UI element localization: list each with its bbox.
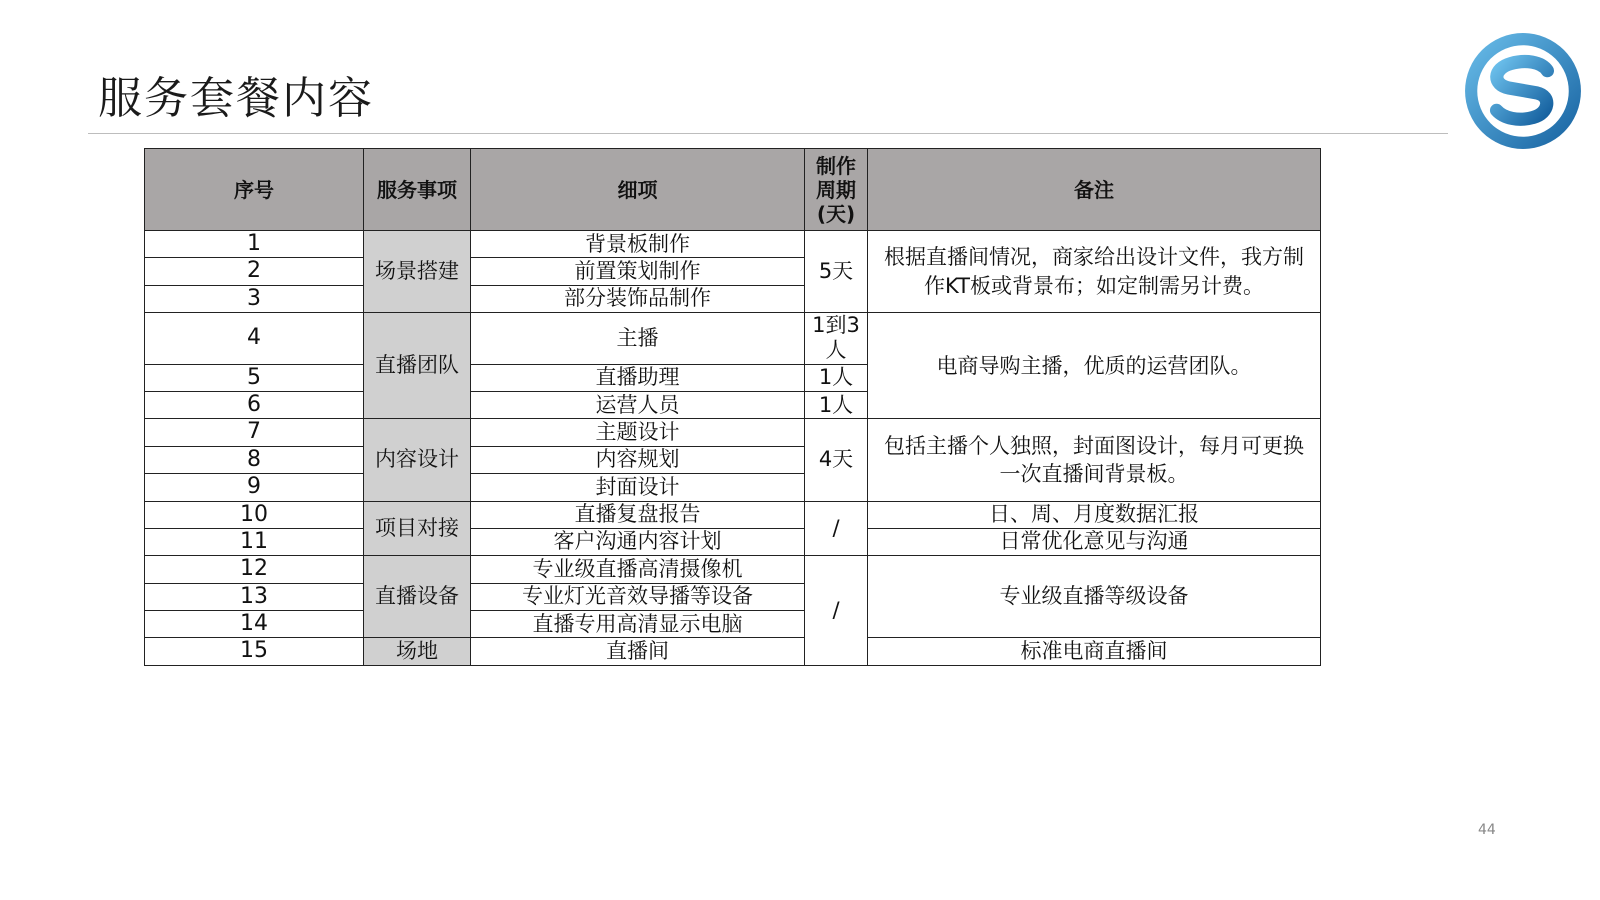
category-cell: 直播团队 [364, 313, 471, 419]
row-index: 13 [145, 583, 364, 610]
cycle-cell: / [805, 556, 868, 666]
header-item: 细项 [471, 149, 805, 231]
cycle-cell: 1人 [805, 391, 868, 418]
category-cell: 场景搭建 [364, 231, 471, 313]
cycle-cell: 4天 [805, 419, 868, 501]
item-cell: 部分装饰品制作 [471, 285, 805, 312]
note-cell: 根据直播间情况，商家给出设计文件，我方制作KT板或背景布；如定制需另计费。 [868, 231, 1321, 313]
item-cell: 专业灯光音效导播等设备 [471, 583, 805, 610]
cycle-cell: 1人 [805, 364, 868, 391]
table-row [145, 556, 1321, 583]
item-cell: 专业级直播高清摄像机 [471, 556, 805, 583]
item-cell: 客户沟通内容计划 [471, 528, 805, 555]
cycle-cell: 5天 [805, 231, 868, 313]
row-index: 1 [145, 231, 364, 258]
item-cell: 主播 [471, 313, 805, 364]
cycle-cell: / [805, 501, 868, 556]
note-cell: 日常优化意见与沟通 [868, 528, 1321, 555]
table-row [145, 313, 1321, 364]
title-divider [88, 133, 1448, 134]
cycle-cell: 1到3人 [805, 313, 868, 364]
header-cycle: 制作周期(天) [805, 149, 868, 231]
row-index: 15 [145, 638, 364, 665]
category-cell: 直播设备 [364, 556, 471, 638]
row-index: 7 [145, 419, 364, 446]
item-cell: 封面设计 [471, 474, 805, 501]
category-cell: 项目对接 [364, 501, 471, 556]
page-number: 44 [1478, 822, 1496, 838]
row-index: 8 [145, 446, 364, 473]
item-cell: 背景板制作 [471, 231, 805, 258]
row-index: 14 [145, 611, 364, 638]
header-index: 序号 [145, 149, 364, 231]
note-cell: 电商导购主播，优质的运营团队。 [868, 313, 1321, 419]
note-cell: 专业级直播等级设备 [868, 556, 1321, 638]
table-header-row [145, 149, 1321, 231]
row-index: 4 [145, 313, 364, 364]
item-cell: 直播专用高清显示电脑 [471, 611, 805, 638]
header-service: 服务事项 [364, 149, 471, 231]
item-cell: 直播复盘报告 [471, 501, 805, 528]
item-cell: 运营人员 [471, 391, 805, 418]
page-title: 服务套餐内容 [98, 73, 374, 124]
item-cell: 直播助理 [471, 364, 805, 391]
item-cell: 内容规划 [471, 446, 805, 473]
row-index: 3 [145, 285, 364, 312]
header-note: 备注 [868, 149, 1321, 231]
s-logo-icon [1462, 30, 1584, 152]
category-cell: 场地 [364, 638, 471, 665]
table-row [145, 638, 1321, 665]
table-row [145, 419, 1321, 446]
item-cell: 主题设计 [471, 419, 805, 446]
table-row [145, 528, 1321, 555]
note-cell: 日、周、月度数据汇报 [868, 501, 1321, 528]
row-index: 5 [145, 364, 364, 391]
note-cell: 标准电商直播间 [868, 638, 1321, 665]
row-index: 9 [145, 474, 364, 501]
table-row [145, 231, 1321, 258]
service-package-table [144, 148, 1321, 666]
category-cell: 内容设计 [364, 419, 471, 501]
item-cell: 前置策划制作 [471, 258, 805, 285]
row-index: 11 [145, 528, 364, 555]
row-index: 6 [145, 391, 364, 418]
table-row [145, 501, 1321, 528]
note-cell: 包括主播个人独照，封面图设计，每月可更换一次直播间背景板。 [868, 419, 1321, 501]
row-index: 12 [145, 556, 364, 583]
item-cell: 直播间 [471, 638, 805, 665]
row-index: 10 [145, 501, 364, 528]
row-index: 2 [145, 258, 364, 285]
